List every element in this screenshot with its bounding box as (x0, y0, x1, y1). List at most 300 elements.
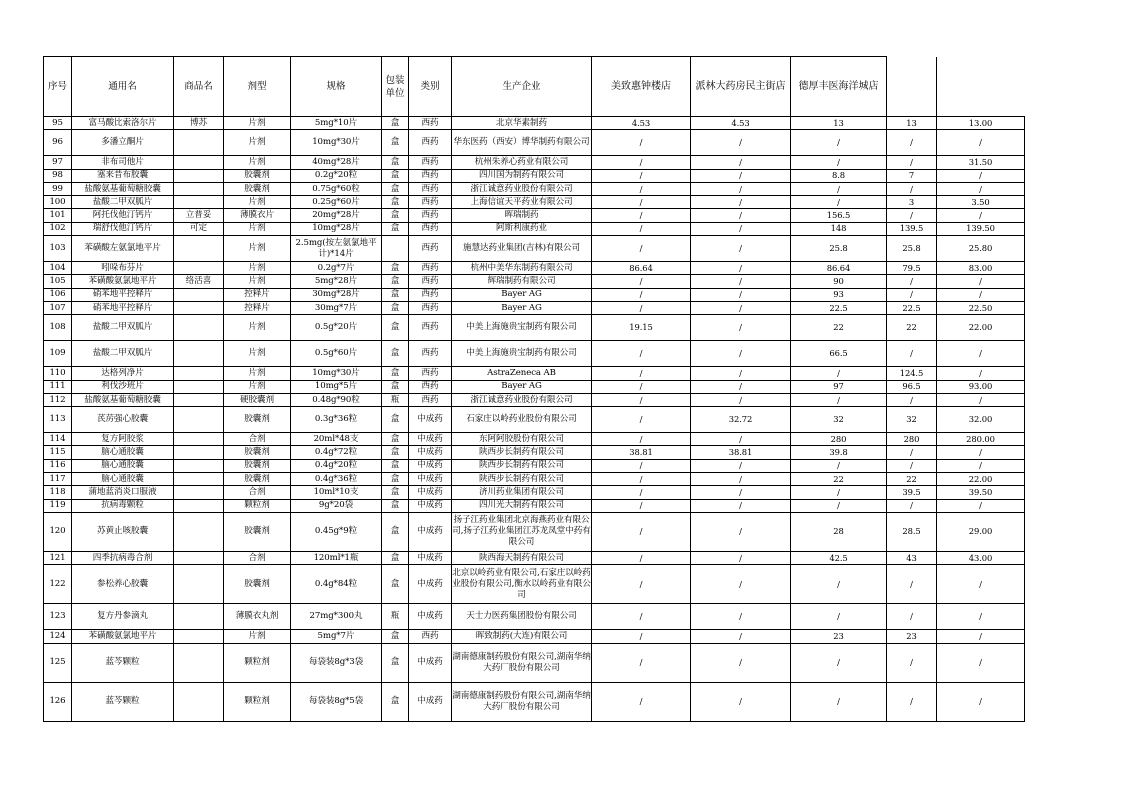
cell-price-meizhi: 38.81 (592, 446, 691, 459)
cell-dosage-form: 胶囊剂 (224, 459, 291, 472)
cell-dosage-form: 合剂 (224, 551, 291, 564)
table-row (44, 486, 1025, 499)
cell-spec: 30mg*28片 (291, 288, 382, 301)
cell-spec: 0.75g*60粒 (291, 182, 382, 195)
cell-pack-unit: 盒 (382, 565, 409, 604)
cell-spec: 0.3g*36粒 (291, 407, 382, 433)
cell-pack-unit: 盒 (382, 643, 409, 682)
cell-category: 西药 (409, 301, 452, 314)
cell-price-dehoufeng: 22 (791, 315, 887, 341)
cell-spec: 5mg*10片 (291, 117, 382, 130)
cell-price-pailin: / (691, 473, 791, 486)
cell-generic-name: 塞来昔布胶囊 (72, 169, 174, 182)
cell-price-col12: 22 (887, 315, 937, 341)
cell-price-dehoufeng: 13 (791, 117, 887, 130)
cell-category: 西药 (409, 182, 452, 195)
cell-seq: 120 (44, 512, 72, 551)
header-spec: 规格 (291, 57, 382, 117)
cell-dosage-form: 颗粒剂 (224, 682, 291, 721)
table-row (44, 301, 1025, 314)
cell-price-col12: / (887, 643, 937, 682)
cell-price-col13: / (937, 275, 1025, 288)
cell-pack-unit: 盒 (382, 407, 409, 433)
cell-trade-name (174, 433, 224, 446)
header-manufacturer: 生产企业 (452, 57, 592, 117)
cell-trade-name (174, 130, 224, 156)
cell-price-col12: 79.5 (887, 262, 937, 275)
table-row (44, 512, 1025, 551)
cell-price-pailin: / (691, 222, 791, 235)
cell-price-dehoufeng: / (791, 130, 887, 156)
cell-dosage-form: 胶囊剂 (224, 407, 291, 433)
cell-spec: 0.4g*20粒 (291, 459, 382, 472)
cell-dosage-form: 胶囊剂 (224, 182, 291, 195)
cell-manufacturer: 湖南德康制药股份有限公司,湖南华纳大药厂股份有限公司 (452, 682, 592, 721)
cell-price-meizhi: / (592, 222, 691, 235)
cell-price-meizhi: / (592, 209, 691, 222)
cell-spec: 0.4g*84粒 (291, 565, 382, 604)
cell-price-col13: 3.50 (937, 196, 1025, 209)
cell-price-col13: / (937, 288, 1025, 301)
cell-price-col12: 3 (887, 196, 937, 209)
cell-seq: 106 (44, 288, 72, 301)
cell-spec: 5mg*7片 (291, 630, 382, 643)
header-blank-1 (887, 57, 937, 117)
cell-pack-unit: 盒 (382, 156, 409, 169)
table-row (44, 130, 1025, 156)
cell-trade-name (174, 512, 224, 551)
cell-price-col13: 31.50 (937, 156, 1025, 169)
cell-price-pailin: / (691, 236, 791, 262)
cell-price-meizhi: 86.64 (592, 262, 691, 275)
cell-trade-name (174, 486, 224, 499)
cell-trade-name (174, 393, 224, 406)
header-dosage-form: 剂型 (224, 57, 291, 117)
cell-seq: 116 (44, 459, 72, 472)
cell-category: 中成药 (409, 407, 452, 433)
table-row (44, 643, 1025, 682)
cell-spec: 120ml*1瓶 (291, 551, 382, 564)
table-body (44, 117, 1025, 722)
table-row (44, 288, 1025, 301)
cell-price-col12: 43 (887, 551, 937, 564)
cell-trade-name (174, 446, 224, 459)
cell-category: 中成药 (409, 459, 452, 472)
cell-trade-name: 络活喜 (174, 275, 224, 288)
cell-pack-unit: 瓶 (382, 604, 409, 630)
table-row (44, 380, 1025, 393)
cell-category: 西药 (409, 341, 452, 367)
cell-dosage-form: 片剂 (224, 196, 291, 209)
cell-category: 中成药 (409, 486, 452, 499)
cell-dosage-form: 片剂 (224, 630, 291, 643)
cell-manufacturer: 北京华素制药 (452, 117, 592, 130)
cell-price-dehoufeng: 8.8 (791, 169, 887, 182)
cell-pack-unit: 瓶 (382, 393, 409, 406)
cell-category: 中成药 (409, 643, 452, 682)
cell-manufacturer: 陕西步长制药有限公司 (452, 473, 592, 486)
cell-price-dehoufeng: 22.5 (791, 301, 887, 314)
cell-generic-name: 蓝芩颗粒 (72, 682, 174, 721)
cell-generic-name: 盐酸氨基葡萄糖胶囊 (72, 393, 174, 406)
cell-trade-name (174, 196, 224, 209)
cell-pack-unit: 盒 (382, 459, 409, 472)
cell-price-col12: 23 (887, 630, 937, 643)
cell-price-meizhi: / (592, 565, 691, 604)
cell-spec: 0.48g*90粒 (291, 393, 382, 406)
cell-seq: 119 (44, 499, 72, 512)
cell-dosage-form: 片剂 (224, 367, 291, 380)
cell-price-meizhi: / (592, 380, 691, 393)
cell-price-meizhi: / (592, 196, 691, 209)
cell-trade-name (174, 380, 224, 393)
cell-price-meizhi: / (592, 512, 691, 551)
cell-spec: 0.25g*60片 (291, 196, 382, 209)
cell-pack-unit: 盒 (382, 262, 409, 275)
cell-price-col13: 32.00 (937, 407, 1025, 433)
cell-price-col12: / (887, 682, 937, 721)
cell-category: 西药 (409, 630, 452, 643)
cell-manufacturer: 湖南德康制药股份有限公司,湖南华纳大药厂股份有限公司 (452, 643, 592, 682)
cell-price-col13: 22.50 (937, 301, 1025, 314)
cell-category: 西药 (409, 156, 452, 169)
cell-seq: 104 (44, 262, 72, 275)
cell-pack-unit: 盒 (382, 275, 409, 288)
cell-category: 西药 (409, 169, 452, 182)
cell-spec: 0.4g*36粒 (291, 473, 382, 486)
cell-price-col13: / (937, 459, 1025, 472)
cell-category: 中成药 (409, 433, 452, 446)
cell-generic-name: 非布司他片 (72, 156, 174, 169)
cell-manufacturer: 华东医药（西安）博华制药有限公司 (452, 130, 592, 156)
cell-category: 西药 (409, 262, 452, 275)
cell-seq: 111 (44, 380, 72, 393)
cell-manufacturer: 施慧达药业集团(吉林)有限公司 (452, 236, 592, 262)
cell-generic-name: 苏黄止咳胶囊 (72, 512, 174, 551)
cell-spec: 0.2g*20粒 (291, 169, 382, 182)
cell-dosage-form: 薄膜衣片 (224, 209, 291, 222)
cell-price-pailin: / (691, 630, 791, 643)
table-row (44, 630, 1025, 643)
cell-dosage-form: 片剂 (224, 262, 291, 275)
cell-trade-name (174, 169, 224, 182)
table-row (44, 407, 1025, 433)
cell-seq: 115 (44, 446, 72, 459)
cell-price-col12: 22.5 (887, 301, 937, 314)
cell-pack-unit: 盒 (382, 630, 409, 643)
cell-trade-name (174, 288, 224, 301)
cell-category: 西药 (409, 130, 452, 156)
cell-pack-unit: 盒 (382, 315, 409, 341)
cell-seq: 124 (44, 630, 72, 643)
cell-price-pailin: 4.53 (691, 117, 791, 130)
cell-price-meizhi: / (592, 130, 691, 156)
cell-trade-name (174, 182, 224, 195)
table-row (44, 117, 1025, 130)
cell-price-col12: 139.5 (887, 222, 937, 235)
cell-price-dehoufeng: / (791, 393, 887, 406)
cell-price-meizhi: / (592, 473, 691, 486)
cell-manufacturer: Bayer AG (452, 301, 592, 314)
cell-spec: 10mg*5片 (291, 380, 382, 393)
cell-dosage-form: 颗粒剂 (224, 499, 291, 512)
cell-price-dehoufeng: 86.64 (791, 262, 887, 275)
cell-pack-unit: 盒 (382, 130, 409, 156)
cell-manufacturer: 天士力医药集团股份有限公司 (452, 604, 592, 630)
cell-pack-unit: 盒 (382, 367, 409, 380)
cell-pack-unit: 盒 (382, 301, 409, 314)
cell-price-dehoufeng: 39.8 (791, 446, 887, 459)
cell-spec: 0.5g*60片 (291, 341, 382, 367)
cell-manufacturer: 四川国为制药有限公司 (452, 169, 592, 182)
cell-spec: 0.4g*72粒 (291, 446, 382, 459)
header-blank-2 (937, 57, 1025, 117)
cell-price-dehoufeng: / (791, 459, 887, 472)
cell-price-meizhi: / (592, 236, 691, 262)
cell-dosage-form: 胶囊剂 (224, 512, 291, 551)
cell-price-col13: / (937, 565, 1025, 604)
cell-price-meizhi: / (592, 367, 691, 380)
cell-price-col12: 13 (887, 117, 937, 130)
table-row (44, 209, 1025, 222)
cell-trade-name (174, 551, 224, 564)
cell-price-col13: 280.00 (937, 433, 1025, 446)
cell-price-meizhi: / (592, 341, 691, 367)
cell-seq: 114 (44, 433, 72, 446)
cell-price-col13: / (937, 682, 1025, 721)
cell-trade-name (174, 499, 224, 512)
cell-price-pailin: / (691, 486, 791, 499)
cell-generic-name: 盐酸二甲双胍片 (72, 315, 174, 341)
cell-price-dehoufeng: / (791, 367, 887, 380)
cell-manufacturer: 浙江诚意药业股份有限公司 (452, 182, 592, 195)
cell-spec: 20mg*28片 (291, 209, 382, 222)
cell-category: 西药 (409, 196, 452, 209)
cell-price-pailin: 32.72 (691, 407, 791, 433)
cell-generic-name: 芪苈强心胶囊 (72, 407, 174, 433)
cell-price-pailin: / (691, 315, 791, 341)
cell-price-meizhi: / (592, 169, 691, 182)
cell-price-col12: 124.5 (887, 367, 937, 380)
cell-generic-name: 盐酸氨基葡萄糖胶囊 (72, 182, 174, 195)
cell-generic-name: 复方丹参滴丸 (72, 604, 174, 630)
table-row (44, 565, 1025, 604)
cell-seq: 121 (44, 551, 72, 564)
cell-manufacturer: 济川药业集团有限公司 (452, 486, 592, 499)
cell-seq: 123 (44, 604, 72, 630)
cell-generic-name: 硝苯地平控释片 (72, 301, 174, 314)
cell-price-meizhi: / (592, 301, 691, 314)
cell-generic-name: 脑心通胶囊 (72, 446, 174, 459)
cell-price-pailin: / (691, 156, 791, 169)
cell-price-col12: 25.8 (887, 236, 937, 262)
cell-price-col12: / (887, 604, 937, 630)
cell-spec: 40mg*28片 (291, 156, 382, 169)
table-row (44, 236, 1025, 262)
cell-dosage-form: 片剂 (224, 236, 291, 262)
cell-price-col12: / (887, 182, 937, 195)
cell-category: 西药 (409, 315, 452, 341)
cell-manufacturer: 晖瑞制药 (452, 209, 592, 222)
cell-generic-name: 盐酸二甲双胍片 (72, 196, 174, 209)
cell-category: 西药 (409, 288, 452, 301)
cell-manufacturer: 陕西步长制药有限公司 (452, 459, 592, 472)
cell-manufacturer: 浙江诚意药业股份有限公司 (452, 393, 592, 406)
cell-trade-name (174, 473, 224, 486)
cell-price-meizhi: / (592, 459, 691, 472)
cell-price-meizhi: / (592, 182, 691, 195)
cell-trade-name (174, 367, 224, 380)
cell-price-dehoufeng: 280 (791, 433, 887, 446)
cell-spec: 9g*20袋 (291, 499, 382, 512)
cell-generic-name: 利伐沙班片 (72, 380, 174, 393)
cell-category: 中成药 (409, 473, 452, 486)
header-category: 类别 (409, 57, 452, 117)
cell-pack-unit: 盒 (382, 288, 409, 301)
table-row (44, 433, 1025, 446)
cell-generic-name: 抗病毒颗粒 (72, 499, 174, 512)
cell-price-col13: / (937, 341, 1025, 367)
cell-dosage-form: 胶囊剂 (224, 446, 291, 459)
cell-trade-name: 博苏 (174, 117, 224, 130)
cell-price-pailin: / (691, 367, 791, 380)
cell-price-col13: / (937, 182, 1025, 195)
cell-price-pailin: / (691, 433, 791, 446)
header-generic-name: 通用名 (72, 57, 174, 117)
cell-price-meizhi: / (592, 393, 691, 406)
cell-spec: 0.5g*20片 (291, 315, 382, 341)
cell-manufacturer: 东阿阿胶股份有限公司 (452, 433, 592, 446)
table-row (44, 222, 1025, 235)
cell-price-dehoufeng: 28 (791, 512, 887, 551)
cell-pack-unit: 盒 (382, 209, 409, 222)
cell-price-col13: / (937, 643, 1025, 682)
cell-price-dehoufeng: / (791, 604, 887, 630)
cell-dosage-form: 控释片 (224, 301, 291, 314)
cell-spec: 27mg*300丸 (291, 604, 382, 630)
cell-category: 中成药 (409, 682, 452, 721)
cell-pack-unit: 盒 (382, 446, 409, 459)
cell-dosage-form: 片剂 (224, 380, 291, 393)
cell-price-col12: / (887, 459, 937, 472)
cell-price-dehoufeng: 156.5 (791, 209, 887, 222)
cell-price-pailin: / (691, 682, 791, 721)
cell-pack-unit: 盒 (382, 196, 409, 209)
cell-price-col12: 32 (887, 407, 937, 433)
cell-manufacturer: 陕西步长制药有限公司 (452, 446, 592, 459)
cell-price-col13: / (937, 446, 1025, 459)
cell-price-meizhi: / (592, 682, 691, 721)
cell-price-meizhi: / (592, 433, 691, 446)
cell-price-dehoufeng: 66.5 (791, 341, 887, 367)
cell-dosage-form: 片剂 (224, 275, 291, 288)
cell-price-dehoufeng: / (791, 565, 887, 604)
cell-manufacturer: 晖致制药(大连)有限公司 (452, 630, 592, 643)
cell-pack-unit: 盒 (382, 380, 409, 393)
cell-seq: 99 (44, 182, 72, 195)
cell-price-col12: / (887, 156, 937, 169)
cell-seq: 98 (44, 169, 72, 182)
cell-category: 西药 (409, 380, 452, 393)
cell-price-pailin: / (691, 341, 791, 367)
cell-generic-name: 苯磺酸氨氯地平片 (72, 630, 174, 643)
cell-pack-unit: 盒 (382, 182, 409, 195)
cell-seq: 126 (44, 682, 72, 721)
table-row (44, 156, 1025, 169)
cell-spec: 0.2g*7片 (291, 262, 382, 275)
cell-trade-name: 立普妥 (174, 209, 224, 222)
cell-dosage-form: 片剂 (224, 222, 291, 235)
cell-price-meizhi: / (592, 156, 691, 169)
cell-trade-name (174, 407, 224, 433)
cell-manufacturer: Bayer AG (452, 288, 592, 301)
table-row (44, 393, 1025, 406)
table-row (44, 341, 1025, 367)
cell-price-dehoufeng: / (791, 499, 887, 512)
cell-price-col13: / (937, 169, 1025, 182)
cell-manufacturer: 中美上海施贵宝制药有限公司 (452, 315, 592, 341)
cell-price-col13: 22.00 (937, 315, 1025, 341)
cell-price-meizhi: / (592, 407, 691, 433)
cell-spec: 10ml*10支 (291, 486, 382, 499)
table-row (44, 275, 1025, 288)
cell-seq: 103 (44, 236, 72, 262)
cell-price-col13: / (937, 130, 1025, 156)
cell-price-meizhi: / (592, 604, 691, 630)
cell-trade-name (174, 459, 224, 472)
cell-price-col13: / (937, 367, 1025, 380)
cell-dosage-form: 胶囊剂 (224, 565, 291, 604)
cell-price-col13: 83.00 (937, 262, 1025, 275)
cell-manufacturer: 石家庄以岭药业股份有限公司 (452, 407, 592, 433)
cell-spec: 5mg*28片 (291, 275, 382, 288)
cell-trade-name (174, 301, 224, 314)
cell-manufacturer: AstraZeneca AB (452, 367, 592, 380)
cell-price-pailin: / (691, 130, 791, 156)
cell-price-dehoufeng: 22 (791, 473, 887, 486)
cell-price-dehoufeng: 32 (791, 407, 887, 433)
cell-price-col13: / (937, 393, 1025, 406)
cell-price-meizhi: / (592, 275, 691, 288)
cell-dosage-form: 合剂 (224, 486, 291, 499)
cell-seq: 101 (44, 209, 72, 222)
table-row (44, 262, 1025, 275)
cell-dosage-form: 薄膜衣丸剂 (224, 604, 291, 630)
cell-dosage-form: 胶囊剂 (224, 169, 291, 182)
cell-price-pailin: / (691, 459, 791, 472)
cell-generic-name: 苯磺酸氨氯地平片 (72, 275, 174, 288)
cell-manufacturer: 阿斯利康药业 (452, 222, 592, 235)
cell-price-col13: 43.00 (937, 551, 1025, 564)
cell-price-col13: / (937, 209, 1025, 222)
cell-generic-name: 脑心通胶囊 (72, 473, 174, 486)
cell-price-pailin: / (691, 643, 791, 682)
table-row (44, 367, 1025, 380)
cell-pack-unit: 盒 (382, 117, 409, 130)
cell-spec: 10mg*30片 (291, 367, 382, 380)
cell-generic-name: 蓝芩颗粒 (72, 643, 174, 682)
cell-seq: 113 (44, 407, 72, 433)
table-row (44, 499, 1025, 512)
cell-price-meizhi: / (592, 551, 691, 564)
cell-seq: 105 (44, 275, 72, 288)
cell-price-col12: / (887, 341, 937, 367)
cell-trade-name (174, 682, 224, 721)
cell-price-col12: 96.5 (887, 380, 937, 393)
cell-price-dehoufeng: / (791, 182, 887, 195)
cell-dosage-form: 片剂 (224, 315, 291, 341)
cell-seq: 118 (44, 486, 72, 499)
